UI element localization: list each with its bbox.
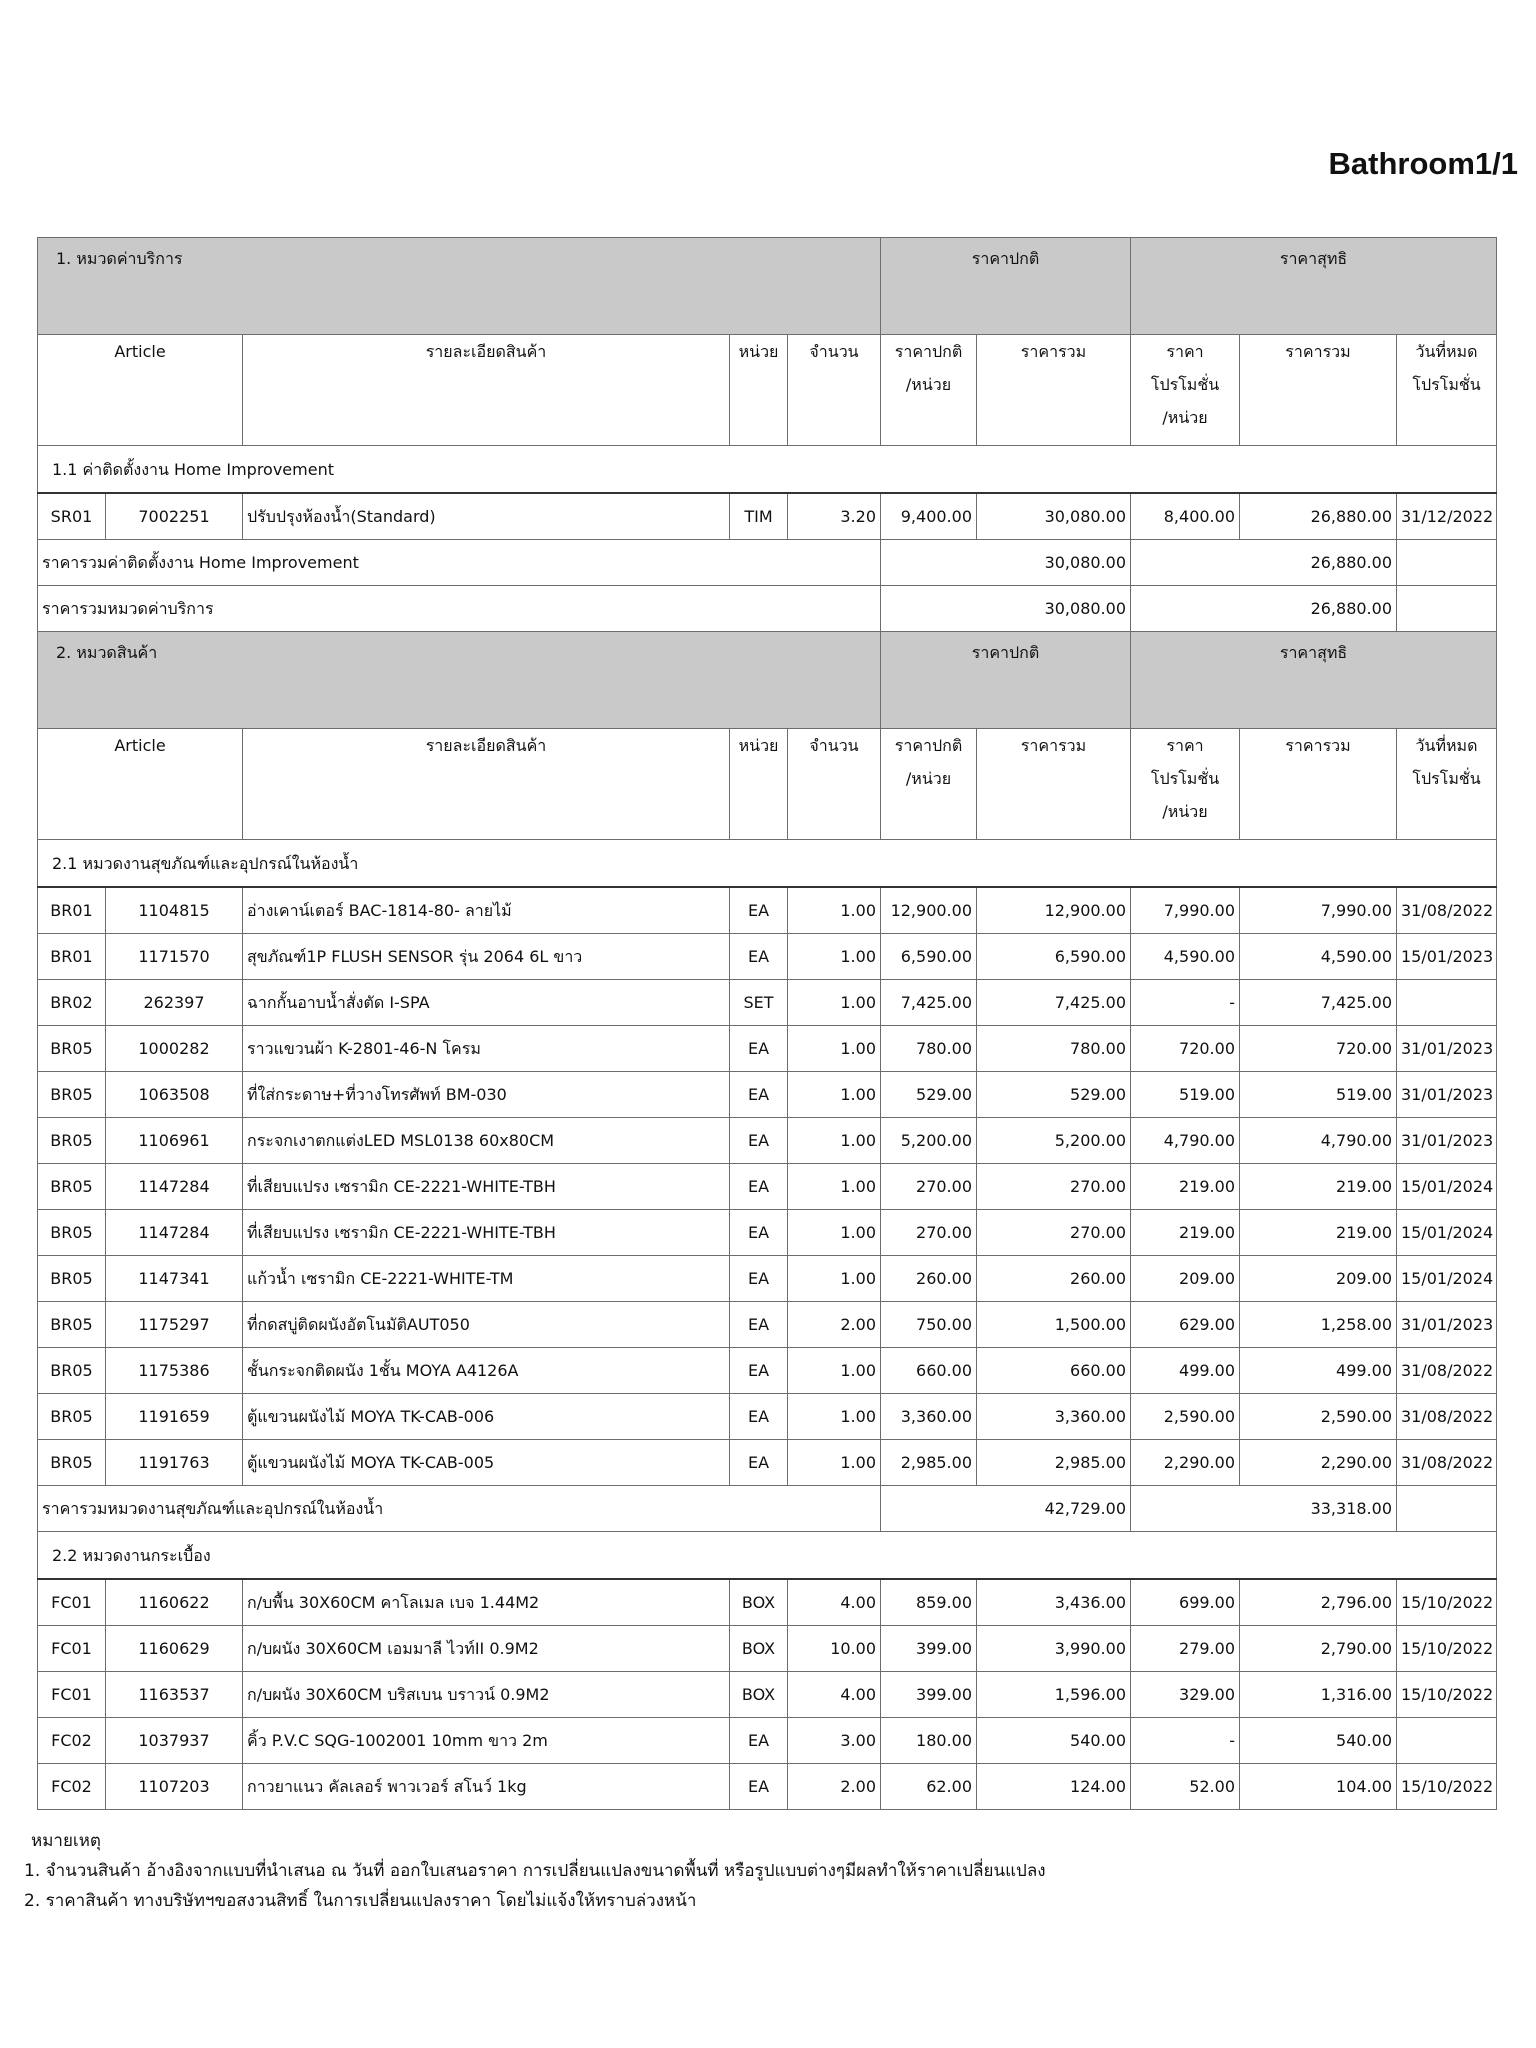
net-total-cell: 4,790.00 bbox=[1240, 1118, 1397, 1164]
total-cell: 3,436.00 bbox=[977, 1579, 1131, 1626]
total-cell: 780.00 bbox=[977, 1026, 1131, 1072]
promo-end-cell: 31/01/2023 bbox=[1397, 1026, 1497, 1072]
promo-price-header-line: โปรโมชั่น bbox=[1150, 769, 1220, 788]
promo-price-cell: 7,990.00 bbox=[1131, 887, 1240, 934]
total-label: ราคารวมค่าติดตั้งงาน Home Improvement bbox=[38, 540, 881, 586]
promo-price-cell: 720.00 bbox=[1131, 1026, 1240, 1072]
note-line: 2. ราคาสินค้า ทางบริษัทฯขอสงวนสิทธิ์ ในการเปลี่ยนแปลงราคา โดยไม่แจ้งให้ทราบล่วงหน้า bbox=[24, 1891, 697, 1911]
table-row bbox=[38, 1348, 1497, 1394]
promo-end-header bbox=[1397, 335, 1497, 446]
promo-end-cell: 15/01/2024 bbox=[1397, 1256, 1497, 1302]
unit-cell: EA bbox=[730, 1072, 788, 1118]
net-total-cell: 2,590.00 bbox=[1240, 1394, 1397, 1440]
unit-price-cell: 859.00 bbox=[881, 1579, 977, 1626]
total-cell: 5,200.00 bbox=[977, 1118, 1131, 1164]
unit-price-cell: 9,400.00 bbox=[881, 493, 977, 540]
quantity-cell: 4.00 bbox=[788, 1672, 881, 1718]
total-cell: 3,360.00 bbox=[977, 1394, 1131, 1440]
total-net-value: 26,880.00 bbox=[1131, 540, 1397, 586]
total-label: ราคารวมหมวดงานสุขภัณฑ์และอุปกรณ์ในห้องน้ำ bbox=[38, 1486, 881, 1532]
group-code-cell: BR02 bbox=[38, 980, 106, 1026]
net-total-cell: 7,990.00 bbox=[1240, 887, 1397, 934]
total-cell: 7,425.00 bbox=[977, 980, 1131, 1026]
article-cell: 1160622 bbox=[106, 1579, 243, 1626]
subsection-title: 2.1 หมวดงานสุขภัณฑ์และอุปกรณ์ในห้องน้ำ bbox=[38, 840, 1497, 888]
quantity-cell: 1.00 bbox=[788, 1072, 881, 1118]
promo-price-header-line: /หน่วย bbox=[1162, 802, 1208, 821]
unit-price-cell: 660.00 bbox=[881, 1348, 977, 1394]
promo-price-cell: 699.00 bbox=[1131, 1579, 1240, 1626]
promo-price-cell: 4,590.00 bbox=[1131, 934, 1240, 980]
promo-end-cell: 31/08/2022 bbox=[1397, 1348, 1497, 1394]
quantity-cell: 1.00 bbox=[788, 1164, 881, 1210]
group-code-cell: FC02 bbox=[38, 1764, 106, 1810]
table-row bbox=[38, 1579, 1497, 1626]
promo-end-header-line: โปรโมชั่น bbox=[1412, 375, 1481, 394]
unit-cell: EA bbox=[730, 1256, 788, 1302]
unit-price-cell: 270.00 bbox=[881, 1210, 977, 1256]
description-cell: แก้วน้ำ เซรามิก CE-2221-WHITE-TM bbox=[243, 1256, 730, 1302]
document-title: Bathroom1/1 bbox=[1328, 146, 1518, 181]
unit-cell: EA bbox=[730, 1764, 788, 1810]
normal-price-group-header: ราคาปกติ bbox=[881, 238, 1131, 335]
group-code-cell: FC01 bbox=[38, 1626, 106, 1672]
unit-price-cell: 12,900.00 bbox=[881, 887, 977, 934]
section-header-row bbox=[38, 238, 1497, 335]
description-cell: สุขภัณฑ์1P FLUSH SENSOR รุ่น 2064 6L ขาว bbox=[243, 934, 730, 980]
unit-price-cell: 399.00 bbox=[881, 1626, 977, 1672]
net-total-cell: 499.00 bbox=[1240, 1348, 1397, 1394]
subsection-row bbox=[38, 446, 1497, 494]
unit-price-header bbox=[881, 335, 977, 446]
promo-end-cell: 15/10/2022 bbox=[1397, 1764, 1497, 1810]
section-header-row bbox=[38, 632, 1497, 729]
unit-price-header-line: ราคาปกติ bbox=[894, 736, 963, 755]
article-cell: 1063508 bbox=[106, 1072, 243, 1118]
table-row bbox=[38, 1718, 1497, 1764]
quantity-cell: 4.00 bbox=[788, 1579, 881, 1626]
quantity-cell: 1.00 bbox=[788, 887, 881, 934]
total-cell: 660.00 bbox=[977, 1348, 1131, 1394]
description-cell: ที่ใส่กระดาษ+ที่วางโทรศัพท์ BM-030 bbox=[243, 1072, 730, 1118]
net-total-cell: 219.00 bbox=[1240, 1210, 1397, 1256]
quantity-header: จำนวน bbox=[788, 335, 881, 446]
quantity-cell: 1.00 bbox=[788, 1348, 881, 1394]
net-price-group-header: ราคาสุทธิ bbox=[1131, 632, 1497, 729]
group-code-cell: BR05 bbox=[38, 1440, 106, 1486]
promo-price-header-line: ราคา bbox=[1166, 342, 1204, 361]
total-cell: 30,080.00 bbox=[977, 493, 1131, 540]
net-total-cell: 720.00 bbox=[1240, 1026, 1397, 1072]
promo-price-cell: 2,290.00 bbox=[1131, 1440, 1240, 1486]
unit-cell: BOX bbox=[730, 1579, 788, 1626]
article-cell: 1191659 bbox=[106, 1394, 243, 1440]
promo-end-cell: 15/10/2022 bbox=[1397, 1672, 1497, 1718]
description-cell: ก/บผนัง 30X60CM เอมมาลี ไวท์II 0.9M2 bbox=[243, 1626, 730, 1672]
net-total-cell: 26,880.00 bbox=[1240, 493, 1397, 540]
total-normal-value: 42,729.00 bbox=[881, 1486, 1131, 1532]
promo-end-cell: 31/08/2022 bbox=[1397, 1440, 1497, 1486]
article-header: Article bbox=[38, 335, 243, 446]
total-cell: 124.00 bbox=[977, 1764, 1131, 1810]
table-row bbox=[38, 493, 1497, 540]
article-cell: 262397 bbox=[106, 980, 243, 1026]
unit-price-cell: 2,985.00 bbox=[881, 1440, 977, 1486]
promo-end-header-line: วันที่หมด bbox=[1415, 736, 1478, 755]
article-cell: 1000282 bbox=[106, 1026, 243, 1072]
unit-price-cell: 529.00 bbox=[881, 1072, 977, 1118]
article-cell: 1160629 bbox=[106, 1626, 243, 1672]
promo-price-cell: 499.00 bbox=[1131, 1348, 1240, 1394]
total-cell: 529.00 bbox=[977, 1072, 1131, 1118]
subsection-total-row bbox=[38, 1486, 1497, 1532]
description-cell: ตู้แขวนผนังไม้ MOYA TK-CAB-006 bbox=[243, 1394, 730, 1440]
promo-end-header-line: วันที่หมด bbox=[1415, 342, 1478, 361]
table-row bbox=[38, 1626, 1497, 1672]
unit-price-cell: 7,425.00 bbox=[881, 980, 977, 1026]
description-cell: กระจกเงาตกแต่งLED MSL0138 60x80CM bbox=[243, 1118, 730, 1164]
promo-price-header bbox=[1131, 729, 1240, 840]
subsection-title: 1.1 ค่าติดตั้งงาน Home Improvement bbox=[38, 446, 1497, 494]
article-cell: 1106961 bbox=[106, 1118, 243, 1164]
unit-cell: EA bbox=[730, 1210, 788, 1256]
promo-end-cell: 31/12/2022 bbox=[1397, 493, 1497, 540]
unit-cell: EA bbox=[730, 1302, 788, 1348]
promo-end-cell: 31/08/2022 bbox=[1397, 887, 1497, 934]
promo-price-cell: - bbox=[1131, 1718, 1240, 1764]
quantity-cell: 1.00 bbox=[788, 1256, 881, 1302]
empty-cell bbox=[1397, 540, 1497, 586]
column-header-row bbox=[38, 729, 1497, 840]
column-header-row bbox=[38, 335, 1497, 446]
unit-price-cell: 270.00 bbox=[881, 1164, 977, 1210]
total-label: ราคารวมหมวดค่าบริการ bbox=[38, 586, 881, 632]
promo-end-cell bbox=[1397, 980, 1497, 1026]
table-row bbox=[38, 887, 1497, 934]
unit-price-cell: 260.00 bbox=[881, 1256, 977, 1302]
group-code-cell: BR05 bbox=[38, 1256, 106, 1302]
unit-cell: EA bbox=[730, 1718, 788, 1764]
subsection-total-row bbox=[38, 540, 1497, 586]
description-cell: ที่เสียบแปรง เซรามิก CE-2221-WHITE-TBH bbox=[243, 1210, 730, 1256]
unit-price-cell: 399.00 bbox=[881, 1672, 977, 1718]
article-cell: 1147341 bbox=[106, 1256, 243, 1302]
promo-price-header bbox=[1131, 335, 1240, 446]
quantity-cell: 1.00 bbox=[788, 934, 881, 980]
article-header: Article bbox=[38, 729, 243, 840]
quotation-table bbox=[37, 237, 1497, 1810]
table-row bbox=[38, 1210, 1497, 1256]
net-total-cell: 2,290.00 bbox=[1240, 1440, 1397, 1486]
table-row bbox=[38, 934, 1497, 980]
total-cell: 270.00 bbox=[977, 1210, 1131, 1256]
net-total-cell: 1,316.00 bbox=[1240, 1672, 1397, 1718]
article-cell: 1175386 bbox=[106, 1348, 243, 1394]
article-cell: 1107203 bbox=[106, 1764, 243, 1810]
total-cell: 270.00 bbox=[977, 1164, 1131, 1210]
net-total-cell: 209.00 bbox=[1240, 1256, 1397, 1302]
quantity-cell: 1.00 bbox=[788, 1210, 881, 1256]
section-title: 1. หมวดค่าบริการ bbox=[38, 238, 881, 335]
quantity-cell: 2.00 bbox=[788, 1302, 881, 1348]
promo-end-cell bbox=[1397, 1718, 1497, 1764]
promo-price-cell: 519.00 bbox=[1131, 1072, 1240, 1118]
net-total-cell: 219.00 bbox=[1240, 1164, 1397, 1210]
total-net-value: 26,880.00 bbox=[1131, 586, 1397, 632]
group-code-cell: FC01 bbox=[38, 1579, 106, 1626]
description-header: รายละเอียดสินค้า bbox=[243, 335, 730, 446]
group-code-cell: BR05 bbox=[38, 1118, 106, 1164]
total-cell: 260.00 bbox=[977, 1256, 1131, 1302]
promo-price-cell: 2,590.00 bbox=[1131, 1394, 1240, 1440]
notes bbox=[24, 1826, 1046, 1916]
subsection-row bbox=[38, 840, 1497, 888]
table-row bbox=[38, 980, 1497, 1026]
unit-price-cell: 5,200.00 bbox=[881, 1118, 977, 1164]
unit-cell: EA bbox=[730, 1118, 788, 1164]
quantity-cell: 1.00 bbox=[788, 1440, 881, 1486]
total-cell: 1,596.00 bbox=[977, 1672, 1131, 1718]
quantity-cell: 10.00 bbox=[788, 1626, 881, 1672]
quantity-cell: 1.00 bbox=[788, 1026, 881, 1072]
article-cell: 1191763 bbox=[106, 1440, 243, 1486]
promo-end-cell: 31/08/2022 bbox=[1397, 1394, 1497, 1440]
unit-price-header bbox=[881, 729, 977, 840]
promo-end-cell: 15/01/2024 bbox=[1397, 1210, 1497, 1256]
subsection-title: 2.2 หมวดงานกระเบื้อง bbox=[38, 1532, 1497, 1580]
unit-header: หน่วย bbox=[730, 729, 788, 840]
unit-price-cell: 6,590.00 bbox=[881, 934, 977, 980]
unit-cell: EA bbox=[730, 887, 788, 934]
description-cell: ที่กดสบู่ติดผนังอัตโนมัติAUT050 bbox=[243, 1302, 730, 1348]
section-title: 2. หมวดสินค้า bbox=[38, 632, 881, 729]
unit-cell: BOX bbox=[730, 1672, 788, 1718]
table-row bbox=[38, 1302, 1497, 1348]
subsection-row bbox=[38, 1532, 1497, 1580]
group-code-cell: FC01 bbox=[38, 1672, 106, 1718]
quantity-cell: 3.00 bbox=[788, 1718, 881, 1764]
article-cell: 1147284 bbox=[106, 1164, 243, 1210]
table-row bbox=[38, 1672, 1497, 1718]
group-code-cell: BR05 bbox=[38, 1210, 106, 1256]
article-cell: 1171570 bbox=[106, 934, 243, 980]
quantity-cell: 2.00 bbox=[788, 1764, 881, 1810]
quantity-cell: 3.20 bbox=[788, 493, 881, 540]
article-cell: 7002251 bbox=[106, 493, 243, 540]
description-header: รายละเอียดสินค้า bbox=[243, 729, 730, 840]
article-cell: 1147284 bbox=[106, 1210, 243, 1256]
article-cell: 1163537 bbox=[106, 1672, 243, 1718]
group-code-cell: SR01 bbox=[38, 493, 106, 540]
promo-end-cell: 15/10/2022 bbox=[1397, 1626, 1497, 1672]
empty-cell bbox=[1397, 1486, 1497, 1532]
total-cell: 540.00 bbox=[977, 1718, 1131, 1764]
total-cell: 6,590.00 bbox=[977, 934, 1131, 980]
table-row bbox=[38, 1256, 1497, 1302]
unit-price-header-line: /หน่วย bbox=[905, 769, 952, 788]
net-total-cell: 1,258.00 bbox=[1240, 1302, 1397, 1348]
description-cell: ก/บพื้น 30X60CM คาโลเมล เบจ 1.44M2 bbox=[243, 1579, 730, 1626]
total-cell: 2,985.00 bbox=[977, 1440, 1131, 1486]
table-row bbox=[38, 1118, 1497, 1164]
promo-price-cell: 52.00 bbox=[1131, 1764, 1240, 1810]
description-cell: ปรับปรุงห้องน้ำ(Standard) bbox=[243, 493, 730, 540]
description-cell: อ่างเคาน์เตอร์ BAC-1814-80- ลายไม้ bbox=[243, 887, 730, 934]
promo-price-cell: 629.00 bbox=[1131, 1302, 1240, 1348]
unit-price-cell: 62.00 bbox=[881, 1764, 977, 1810]
total-cell: 1,500.00 bbox=[977, 1302, 1131, 1348]
quantity-cell: 1.00 bbox=[788, 980, 881, 1026]
table-row bbox=[38, 1394, 1497, 1440]
unit-price-header-line: /หน่วย bbox=[905, 375, 952, 394]
notes-heading: หมายเหตุ bbox=[31, 1831, 101, 1851]
promo-price-cell: - bbox=[1131, 980, 1240, 1026]
promo-end-header bbox=[1397, 729, 1497, 840]
description-cell: ชั้นกระจกติดผนัง 1ชั้น MOYA A4126A bbox=[243, 1348, 730, 1394]
net-total-cell: 540.00 bbox=[1240, 1718, 1397, 1764]
quantity-cell: 1.00 bbox=[788, 1118, 881, 1164]
promo-price-header-line: /หน่วย bbox=[1162, 408, 1208, 427]
description-cell: ราวแขวนผ้า K-2801-46-N โครม bbox=[243, 1026, 730, 1072]
net-total-cell: 7,425.00 bbox=[1240, 980, 1397, 1026]
total-header: ราคารวม bbox=[977, 729, 1131, 840]
article-cell: 1037937 bbox=[106, 1718, 243, 1764]
table-row bbox=[38, 1072, 1497, 1118]
table-row bbox=[38, 1164, 1497, 1210]
net-total-header: ราคารวม bbox=[1240, 335, 1397, 446]
group-code-cell: BR05 bbox=[38, 1164, 106, 1210]
promo-end-cell: 15/01/2024 bbox=[1397, 1164, 1497, 1210]
net-total-cell: 104.00 bbox=[1240, 1764, 1397, 1810]
note-line: 1. จำนวนสินค้า อ้างอิงจากแบบที่นำเสนอ ณ วันที่ ออกใบเสนอราคา การเปลี่ยนแปลงขนาดพื้นที่ หรือรูปแบบต่างๆมีผลทำให้ราคาเปลี่ยนแปลง bbox=[24, 1861, 1046, 1881]
normal-price-group-header: ราคาปกติ bbox=[881, 632, 1131, 729]
total-normal-value: 30,080.00 bbox=[881, 586, 1131, 632]
empty-cell bbox=[1397, 586, 1497, 632]
unit-cell: BOX bbox=[730, 1626, 788, 1672]
unit-cell: EA bbox=[730, 1440, 788, 1486]
unit-cell: EA bbox=[730, 1164, 788, 1210]
group-code-cell: BR05 bbox=[38, 1394, 106, 1440]
group-code-cell: BR01 bbox=[38, 934, 106, 980]
unit-cell: EA bbox=[730, 1394, 788, 1440]
table-row bbox=[38, 1026, 1497, 1072]
unit-cell: EA bbox=[730, 1348, 788, 1394]
promo-end-cell: 15/10/2022 bbox=[1397, 1579, 1497, 1626]
unit-price-cell: 780.00 bbox=[881, 1026, 977, 1072]
unit-price-cell: 750.00 bbox=[881, 1302, 977, 1348]
group-code-cell: BR05 bbox=[38, 1026, 106, 1072]
promo-price-cell: 4,790.00 bbox=[1131, 1118, 1240, 1164]
promo-price-header-line: โปรโมชั่น bbox=[1150, 375, 1220, 394]
total-header: ราคารวม bbox=[977, 335, 1131, 446]
description-cell: ตู้แขวนผนังไม้ MOYA TK-CAB-005 bbox=[243, 1440, 730, 1486]
quantity-cell: 1.00 bbox=[788, 1394, 881, 1440]
unit-cell: TIM bbox=[730, 493, 788, 540]
quantity-header: จำนวน bbox=[788, 729, 881, 840]
promo-price-cell: 219.00 bbox=[1131, 1164, 1240, 1210]
net-total-header: ราคารวม bbox=[1240, 729, 1397, 840]
table-row bbox=[38, 1764, 1497, 1810]
promo-price-cell: 8,400.00 bbox=[1131, 493, 1240, 540]
unit-cell: EA bbox=[730, 1026, 788, 1072]
unit-price-cell: 180.00 bbox=[881, 1718, 977, 1764]
net-total-cell: 2,796.00 bbox=[1240, 1579, 1397, 1626]
article-cell: 1175297 bbox=[106, 1302, 243, 1348]
section-total-row bbox=[38, 586, 1497, 632]
promo-price-cell: 329.00 bbox=[1131, 1672, 1240, 1718]
description-cell: คิ้ว P.V.C SQG-1002001 10mm ขาว 2m bbox=[243, 1718, 730, 1764]
net-total-cell: 2,790.00 bbox=[1240, 1626, 1397, 1672]
unit-header: หน่วย bbox=[730, 335, 788, 446]
description-cell: ที่เสียบแปรง เซรามิก CE-2221-WHITE-TBH bbox=[243, 1164, 730, 1210]
promo-end-cell: 31/01/2023 bbox=[1397, 1302, 1497, 1348]
total-net-value: 33,318.00 bbox=[1131, 1486, 1397, 1532]
group-code-cell: BR05 bbox=[38, 1072, 106, 1118]
promo-price-cell: 209.00 bbox=[1131, 1256, 1240, 1302]
promo-end-header-line: โปรโมชั่น bbox=[1412, 769, 1481, 788]
promo-end-cell: 15/01/2023 bbox=[1397, 934, 1497, 980]
net-total-cell: 4,590.00 bbox=[1240, 934, 1397, 980]
promo-price-cell: 279.00 bbox=[1131, 1626, 1240, 1672]
promo-price-cell: 219.00 bbox=[1131, 1210, 1240, 1256]
promo-end-cell: 31/01/2023 bbox=[1397, 1118, 1497, 1164]
total-cell: 12,900.00 bbox=[977, 887, 1131, 934]
description-cell: กาวยาแนว คัลเลอร์ พาวเวอร์ สโนว์ 1kg bbox=[243, 1764, 730, 1810]
table-row bbox=[38, 1440, 1497, 1486]
group-code-cell: BR05 bbox=[38, 1302, 106, 1348]
group-code-cell: BR05 bbox=[38, 1348, 106, 1394]
net-total-cell: 519.00 bbox=[1240, 1072, 1397, 1118]
total-cell: 3,990.00 bbox=[977, 1626, 1131, 1672]
description-cell: ฉากกั้นอาบน้ำสั่งตัด I-SPA bbox=[243, 980, 730, 1026]
unit-cell: EA bbox=[730, 934, 788, 980]
total-normal-value: 30,080.00 bbox=[881, 540, 1131, 586]
article-cell: 1104815 bbox=[106, 887, 243, 934]
group-code-cell: BR01 bbox=[38, 887, 106, 934]
group-code-cell: FC02 bbox=[38, 1718, 106, 1764]
net-price-group-header: ราคาสุทธิ bbox=[1131, 238, 1497, 335]
promo-price-header-line: ราคา bbox=[1166, 736, 1204, 755]
description-cell: ก/บผนัง 30X60CM บริสเบน บราวน์ 0.9M2 bbox=[243, 1672, 730, 1718]
unit-cell: SET bbox=[730, 980, 788, 1026]
unit-price-cell: 3,360.00 bbox=[881, 1394, 977, 1440]
promo-end-cell: 31/01/2023 bbox=[1397, 1072, 1497, 1118]
unit-price-header-line: ราคาปกติ bbox=[894, 342, 963, 361]
